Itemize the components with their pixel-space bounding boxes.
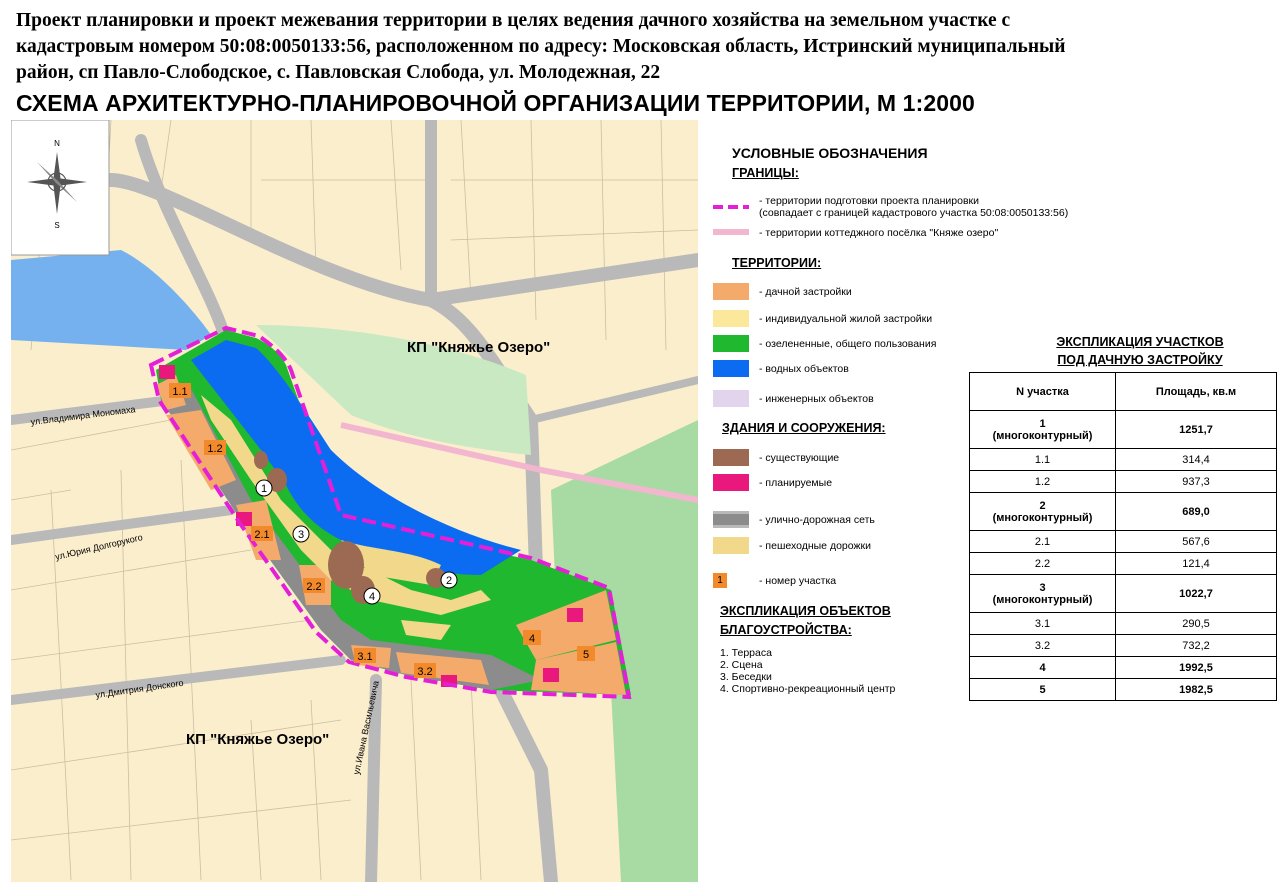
table-header-row	[970, 373, 1277, 411]
explication-title	[1048, 333, 1232, 369]
plot-label-text: 4	[528, 633, 536, 645]
area-cell: 689,0	[1116, 493, 1277, 531]
legend-row-building	[713, 474, 832, 491]
explication-title-line: ПОД ДАЧНУЮ ЗАСТРОЙКУ	[1057, 353, 1223, 367]
path-swatch	[713, 537, 749, 554]
legend-text: - водных объектов	[759, 362, 849, 375]
plot-cell	[970, 411, 1116, 449]
plots-table	[969, 372, 1277, 701]
plot-note: (многоконтурный)	[992, 593, 1093, 606]
plot-number: 2	[1039, 499, 1046, 512]
plot-label-text: 1.2	[207, 443, 223, 455]
plot-number-swatch: 1	[713, 573, 727, 588]
plot-label-text: 2.1	[254, 529, 270, 541]
explication-title-line: ЭКСПЛИКАЦИЯ УЧАСТКОВ	[1056, 335, 1224, 349]
territory-swatch	[713, 390, 749, 407]
legend-row-territory	[713, 335, 936, 352]
title-line-3: район, сп Павло-Слободское, с. Павловская Слобода, ул. Молодежная, 22	[16, 62, 661, 83]
area-label-north: КП "Княжье Озеро"	[407, 339, 551, 356]
street-label: ул.Дмитрия Донского	[94, 677, 185, 700]
table-row	[970, 635, 1277, 657]
area-cell: 121,4	[1116, 553, 1277, 575]
plot-label-text: 5	[582, 649, 590, 661]
legend-row-territory	[713, 390, 874, 407]
plot-label-3-2	[414, 663, 436, 678]
area-cell: 290,5	[1116, 613, 1277, 635]
plot-cell: 1.1	[970, 449, 1116, 471]
objects-title-line-2: БЛАГОУСТРОЙСТВА:	[720, 623, 852, 637]
area-cell: 732,2	[1116, 635, 1277, 657]
table-row	[970, 471, 1277, 493]
area-cell: 1982,5	[1116, 679, 1277, 701]
legend-text: - существующие	[759, 451, 840, 464]
object-item: 4. Спортивно-рекреационный центр	[720, 683, 896, 695]
plot-cell: 2.1	[970, 531, 1116, 553]
plot-number: 1	[1039, 417, 1046, 430]
area-cell: 937,3	[1116, 471, 1277, 493]
territory-swatch	[713, 335, 749, 352]
legend-buildings-title: ЗДАНИЯ И СООРУЖЕНИЯ:	[722, 421, 886, 435]
scheme-heading: СХЕМА АРХИТЕКТУРНО-ПЛАНИРОВОЧНОЙ ОРГАНИЗАЦИИ ТЕРРИТОРИИ, М 1:2000	[16, 90, 975, 116]
street-label: ул.Владимира Мономаха	[30, 404, 136, 427]
legend-territories-title: ТЕРРИТОРИИ:	[732, 256, 822, 270]
street-label: ул.Ивана Васильевича	[351, 679, 381, 776]
legend-text: - номер участка	[759, 574, 837, 587]
plot-label-text: 3.1	[357, 651, 373, 663]
compass-rose	[11, 120, 109, 255]
legend-text: - пешеходные дорожки	[759, 539, 871, 552]
legend-text: - озелененные, общего пользования	[759, 337, 937, 350]
table-row	[970, 613, 1277, 635]
master-plan-map	[11, 120, 698, 882]
plot-label-1-2	[204, 440, 226, 455]
plot-label-2-1	[251, 526, 273, 541]
table-row	[970, 411, 1277, 449]
compass-north-letter: N	[54, 139, 60, 148]
plot-cell: 2.2	[970, 553, 1116, 575]
outside-pond	[11, 250, 211, 350]
legend-row-territory	[713, 283, 852, 300]
plot-label-2-2	[303, 578, 325, 593]
object-marker-4	[364, 588, 380, 604]
legend-title: УСЛОВНЫЕ ОБОЗНАЧЕНИЯ	[732, 145, 928, 161]
table-row	[970, 657, 1277, 679]
legend-text: - планируемые	[759, 476, 833, 489]
title-line-2: кадастровым номером 50:08:0050133:56, расположенном по адресу: Московская область, Истринский муниципальный	[16, 36, 1066, 57]
object-marker-text: 4	[368, 591, 376, 603]
plot-cell: 3.2	[970, 635, 1116, 657]
object-item: 1. Терраса	[720, 647, 772, 659]
territory-swatch	[713, 360, 749, 377]
plot-cell	[970, 493, 1116, 531]
cottage-boundary-swatch	[713, 224, 749, 241]
object-marker-3	[293, 526, 309, 542]
column-header: Площадь, кв.м	[1116, 373, 1277, 411]
road-swatch	[713, 511, 749, 528]
area-cell: 1251,7	[1116, 411, 1277, 449]
legend-boundaries-title: ГРАНИЦЫ:	[732, 166, 799, 180]
plot-cell: 3.1	[970, 613, 1116, 635]
object-marker-2	[441, 572, 457, 588]
objects-title-line-1: ЭКСПЛИКАЦИЯ ОБЪЕКТОВ	[720, 604, 891, 618]
table-row	[970, 679, 1277, 701]
legend-row-plot-number	[713, 573, 836, 588]
plot-label-text: 1.1	[172, 386, 188, 398]
plot-number: 3	[1039, 581, 1046, 594]
area-cell: 567,6	[1116, 531, 1277, 553]
legend-text: - территории подготовки проекта планировки	[759, 195, 980, 207]
territory-swatch	[713, 283, 749, 300]
legend-text: - улично-дорожная сеть	[759, 513, 875, 526]
plot-note: (многоконтурный)	[992, 429, 1093, 442]
title-line-1: Проект планировки и проект межевания территории в целях ведения дачного хозяйства на земельном участке с	[16, 10, 1011, 31]
table-row	[970, 531, 1277, 553]
legend-text: (совпадает с границей кадастрового участка 50:08:0050133:56)	[759, 207, 1069, 219]
legend-row-territory	[713, 310, 932, 327]
area-cell: 314,4	[1116, 449, 1277, 471]
object-item: 3. Беседки	[720, 671, 772, 683]
territory-swatch	[713, 310, 749, 327]
compass-south-letter: S	[54, 221, 60, 230]
plot-cell	[970, 575, 1116, 613]
plot-label-text: 2.2	[306, 581, 322, 593]
legend-text: - дачной застройки	[759, 285, 852, 298]
plot-cell: 5	[970, 679, 1116, 701]
object-marker-text: 1	[260, 483, 268, 495]
project-boundary-swatch	[713, 199, 749, 216]
plot-label-5	[577, 646, 595, 661]
area-cell: 1992,5	[1116, 657, 1277, 679]
column-header: N участка	[970, 373, 1116, 411]
legend-row-path	[713, 537, 871, 554]
legend-row-building	[713, 449, 839, 466]
building-swatch	[713, 474, 749, 491]
area-cell: 1022,7	[1116, 575, 1277, 613]
table-row	[970, 575, 1277, 613]
objects-list	[720, 647, 895, 695]
street-label: ул.Юрия Долгорукого	[54, 532, 144, 562]
legend-text: - территории коттеджного посёлка "Княже озеро"	[759, 226, 999, 239]
area-label-south: КП "Княжье Озеро"	[186, 731, 330, 748]
plot-cell: 4	[970, 657, 1116, 679]
plot-label-1-1	[169, 383, 191, 398]
plot-label-text: 3.2	[417, 666, 433, 678]
legend-row-territory	[713, 360, 849, 377]
table-row	[970, 449, 1277, 471]
plot-label-3-1	[354, 648, 376, 663]
table-row	[970, 493, 1277, 531]
legend-row-project-boundary	[713, 195, 1068, 219]
legend-text: - инженерных объектов	[759, 392, 874, 405]
table-row	[970, 553, 1277, 575]
object-item: 2. Сцена	[720, 659, 763, 671]
object-marker-text: 2	[445, 575, 453, 587]
plot-note: (многоконтурный)	[992, 511, 1093, 524]
object-marker-1	[256, 480, 272, 496]
legend-row-cottage-boundary	[713, 224, 998, 241]
legend-row-road	[713, 511, 875, 528]
plot-label-4	[523, 630, 541, 645]
plot-cell: 1.2	[970, 471, 1116, 493]
building-swatch	[713, 449, 749, 466]
legend-text: - индивидуальной жилой застройки	[759, 312, 933, 325]
object-marker-text: 3	[297, 529, 305, 541]
